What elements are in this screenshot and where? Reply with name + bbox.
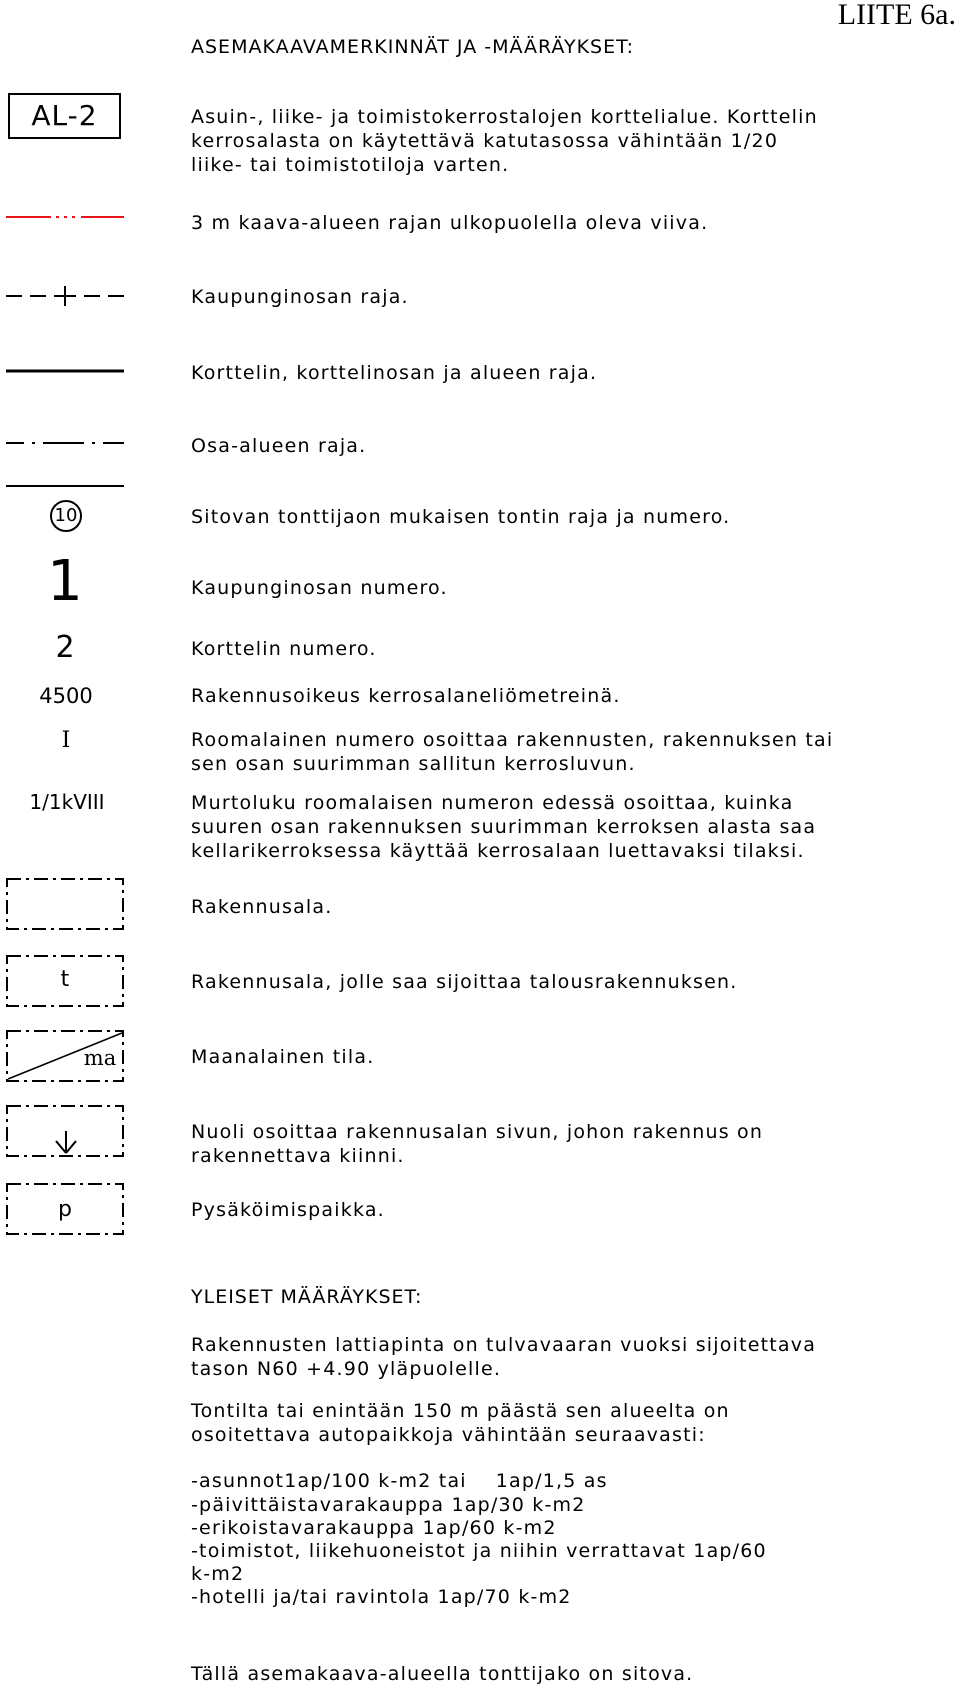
general-para2-line1: Tontilta tai enintään 150 m päästä sen alueelta on: [191, 1400, 730, 1422]
plot-number-label: 10: [54, 505, 78, 526]
district-number-symbol: 1: [47, 549, 83, 614]
arrow-down-icon: [6, 1105, 124, 1157]
legend-text-red-line: 3 m kaava-alueen rajan ulkopuolella oleva viiva.: [191, 212, 709, 234]
parking-list-item: -toimistot, liikehuoneistot ja niihin verrattavat 1ap/60: [191, 1540, 767, 1562]
parking-list-item: -asunnot1ap/100 k-m2 tai 1ap/1,5 as: [191, 1470, 608, 1492]
red-dash-dot-line-icon: [6, 214, 124, 220]
legend-text-block-number: Korttelin numero.: [191, 638, 377, 660]
legend-text-underground: Maanalainen tila.: [191, 1046, 375, 1068]
solid-line-icon: [6, 368, 124, 374]
legend-text-fraction-line3: kellarikerroksessa käyttää kerrosalaan luettavaksi tilaksi.: [191, 840, 805, 862]
outbuilding-letter: t: [60, 967, 70, 992]
block-number-symbol: 2: [55, 630, 75, 665]
legend-text-roman-line1: Roomalainen numero osoittaa rakennusten, rakennuksen tai: [191, 729, 834, 751]
floor-area-symbol: 4500: [39, 684, 93, 708]
legend-text-plot: Sitovan tonttijaon mukaisen tontin raja ja numero.: [191, 506, 731, 528]
general-para1-line2: tason N60 +4.90 yläpuolelle.: [191, 1358, 502, 1380]
parking-letter: p: [58, 1197, 72, 1222]
legend-text-parking: Pysäköimispaikka.: [191, 1199, 385, 1221]
legend-text-floor-area: Rakennusoikeus kerrosalaneliömetreinä.: [191, 685, 621, 707]
dash-dot-line-icon: [6, 440, 124, 446]
legend-text-al2-line1: Asuin-, liike- ja toimistokerrostalojen korttelialue. Korttelin: [191, 106, 818, 128]
page-title: ASEMAKAAVAMERKINNÄT JA -MÄÄRÄYKSET:: [191, 36, 635, 58]
legend-text-al2-line2: kerrosalasta on käytettävä katutasossa vähintään 1/20: [191, 130, 779, 152]
zone-code-box: AL-2: [8, 93, 121, 139]
parking-list-item: k-m2: [191, 1563, 245, 1585]
general-para1-line1: Rakennusten lattiapinta on tulvavaaran vuoksi sijoitettava: [191, 1334, 817, 1356]
legend-text-district-number: Kaupunginosan numero.: [191, 577, 448, 599]
parking-list-item: -erikoistavarakauppa 1ap/60 k-m2: [191, 1517, 557, 1539]
dash-plus-line-icon: [6, 286, 124, 306]
roman-numeral-symbol: I: [61, 728, 71, 753]
parking-list-item: -hotelli ja/tai ravintola 1ap/70 k-m2: [191, 1586, 572, 1608]
building-area-icon: [6, 878, 124, 930]
legend-text-al2-line3: liike- tai toimistotiloja varten.: [191, 154, 510, 176]
legend-text-fraction-line1: Murtoluku roomalaisen numeron edessä osoittaa, kuinka: [191, 792, 794, 814]
legend-text-district-border: Kaupunginosan raja.: [191, 286, 409, 308]
final-note: Tällä asemakaava-alueella tonttijako on sitova.: [191, 1663, 694, 1685]
attachment-label: LIITE 6a.: [837, 0, 956, 31]
legend-text-block-border: Korttelin, korttelinosan ja alueen raja.: [191, 362, 598, 384]
fraction-symbol: 1/1kVIII: [29, 790, 105, 814]
legend-text-outbuilding: Rakennusala, jolle saa sijoittaa talousrakennuksen.: [191, 971, 738, 993]
legend-text-arrow-line1: Nuoli osoittaa rakennusalan sivun, johon rakennus on: [191, 1121, 764, 1143]
parking-list-item: -päivittäistavarakauppa 1ap/30 k-m2: [191, 1494, 586, 1516]
legend-text-arrow-line2: rakennettava kiinni.: [191, 1145, 405, 1167]
underground-letter: ma: [83, 1046, 117, 1070]
legend-text-subarea-border: Osa-alueen raja.: [191, 435, 367, 457]
legend-text-roman-line2: sen osan suurimman sallitun kerrosluvun.: [191, 753, 636, 775]
legend-text-building-area: Rakennusala.: [191, 896, 333, 918]
legend-text-fraction-line2: suuren osan rakennuksen suurimman kerroksen alasta saa: [191, 816, 817, 838]
general-para2-line2: osoitettava autopaikkoja vähintään seuraavasti:: [191, 1424, 706, 1446]
general-section-title: YLEISET MÄÄRÄYKSET:: [191, 1286, 423, 1308]
